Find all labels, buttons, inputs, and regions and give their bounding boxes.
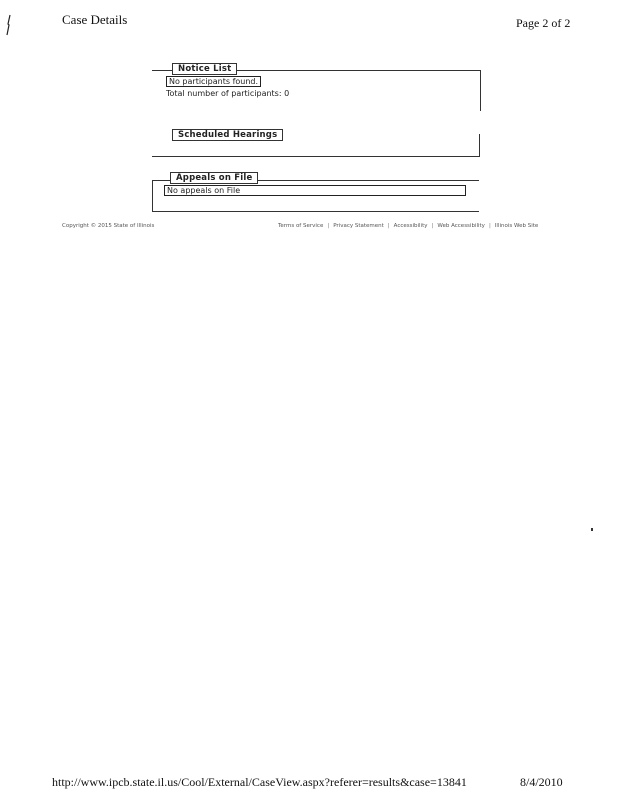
footer-copyright: Copyright © 2015 State of Illinois bbox=[62, 223, 155, 229]
total-participants-label: Total number of participants: 0 bbox=[166, 89, 290, 98]
print-date: 8/4/2010 bbox=[520, 775, 563, 789]
notice-list-section bbox=[152, 60, 482, 116]
footer-link-illinois[interactable]: Illinois Web Site bbox=[494, 223, 539, 229]
footer-separator: | bbox=[488, 223, 491, 229]
footer-link-privacy[interactable]: Privacy Statement bbox=[333, 223, 384, 229]
no-participants-message: No participants found. bbox=[166, 76, 261, 87]
appeals-section bbox=[152, 170, 482, 214]
scheduled-hearings-section bbox=[152, 126, 482, 158]
page-title: Case Details bbox=[62, 12, 128, 27]
page-number: Page 2 of 2 bbox=[516, 16, 571, 30]
scan-dot bbox=[591, 528, 593, 531]
print-url: http://www.ipcb.state.il.us/Cool/External/CaseView.aspx?referer=results&case=13841 bbox=[52, 775, 467, 789]
footer-link-terms[interactable]: Terms of Service bbox=[278, 223, 324, 229]
scheduled-hearings-legend: Scheduled Hearings bbox=[172, 129, 283, 141]
footer-link-accessibility[interactable]: Accessibility bbox=[393, 223, 428, 229]
no-appeals-message: No appeals on File bbox=[164, 185, 466, 196]
footer-links bbox=[278, 223, 538, 229]
appeals-legend: Appeals on File bbox=[170, 172, 258, 184]
scan-artifact-icon bbox=[6, 14, 12, 36]
footer-link-web-accessibility[interactable]: Web Accessibility bbox=[437, 223, 485, 229]
footer-separator: | bbox=[431, 223, 434, 229]
notice-list-legend: Notice List bbox=[172, 63, 237, 75]
footer-separator: | bbox=[387, 223, 390, 229]
footer-separator: | bbox=[327, 223, 330, 229]
